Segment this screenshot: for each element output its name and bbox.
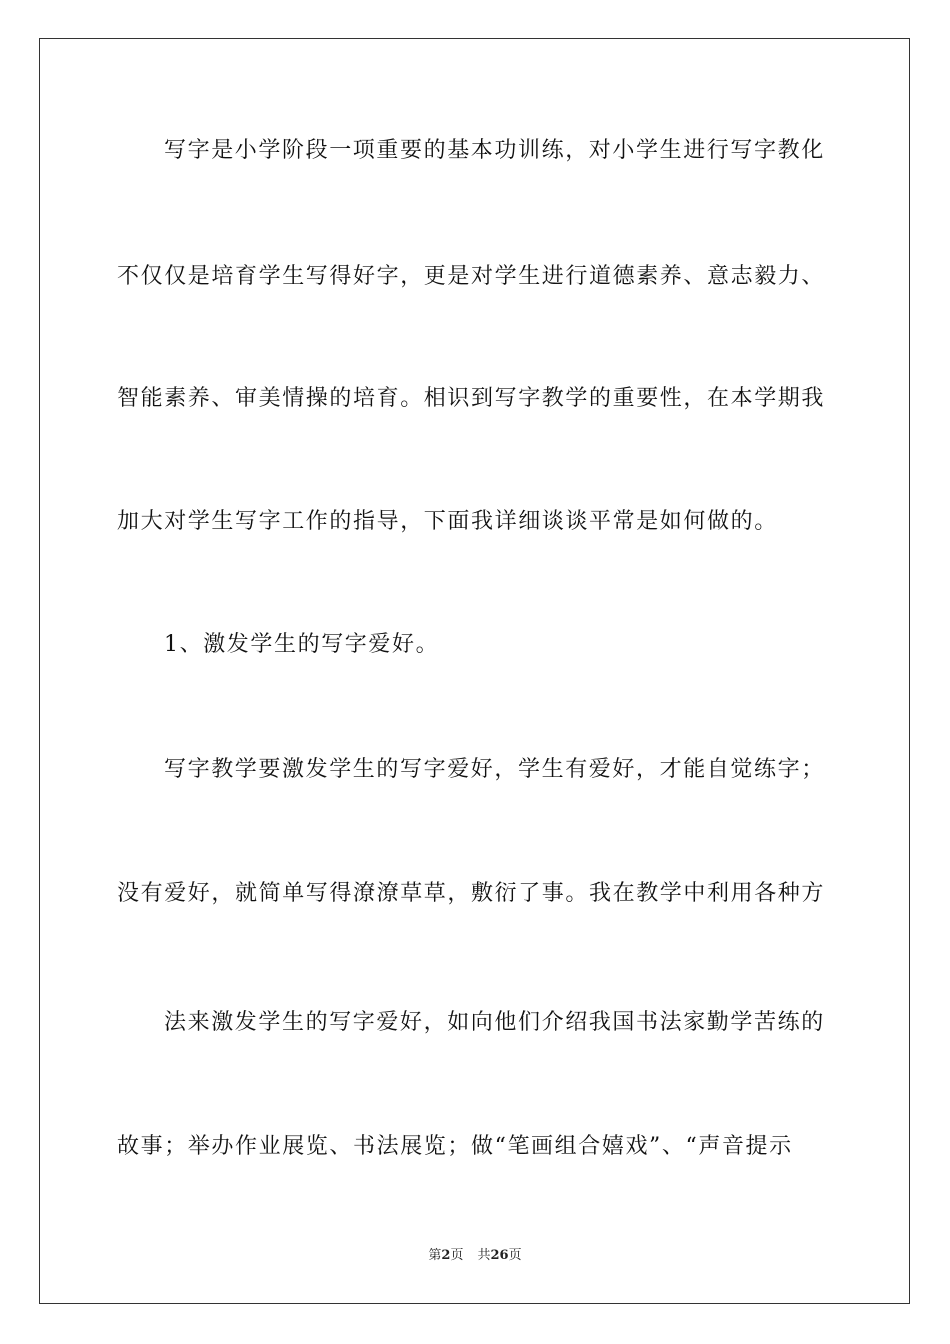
paragraph-line: 写字是小学阶段一项重要的基本功训练，对小学生进行写字教化 bbox=[164, 138, 825, 163]
total-suffix: 页 bbox=[508, 1248, 522, 1263]
paragraph-line: 不仅仅是培育学生写得好字，更是对学生进行道德素养、意志毅力、 bbox=[117, 264, 826, 289]
page-number: 2 bbox=[441, 1248, 451, 1263]
page-footer bbox=[0, 1247, 950, 1265]
paragraph-line: 故事；举办作业展览、书法展览；做“笔画组合嬉戏”、“声音提示 bbox=[117, 1134, 793, 1159]
paragraph-line: 法来激发学生的写字爱好，如向他们介绍我国书法家勤学苦练的 bbox=[164, 1010, 825, 1035]
total-pages: 26 bbox=[490, 1248, 509, 1263]
paragraph-line: 加大对学生写字工作的指导，下面我详细谈谈平常是如何做的。 bbox=[117, 509, 778, 534]
total-prefix: 共 bbox=[477, 1248, 491, 1263]
page-suffix: 页 bbox=[450, 1248, 464, 1263]
paragraph-line: 智能素养、审美情操的培育。相识到写字教学的重要性，在本学期我 bbox=[117, 386, 826, 411]
paragraph-line: 没有爱好，就简单写得潦潦草草，敷衍了事。我在教学中利用各种方 bbox=[117, 881, 826, 906]
section-heading: 1、激发学生的写字爱好。 bbox=[164, 632, 440, 657]
page-prefix: 第 bbox=[428, 1248, 442, 1263]
page-border bbox=[39, 38, 910, 1304]
paragraph-line: 写字教学要激发学生的写字爱好，学生有爱好，才能自觉练字； bbox=[164, 757, 825, 782]
